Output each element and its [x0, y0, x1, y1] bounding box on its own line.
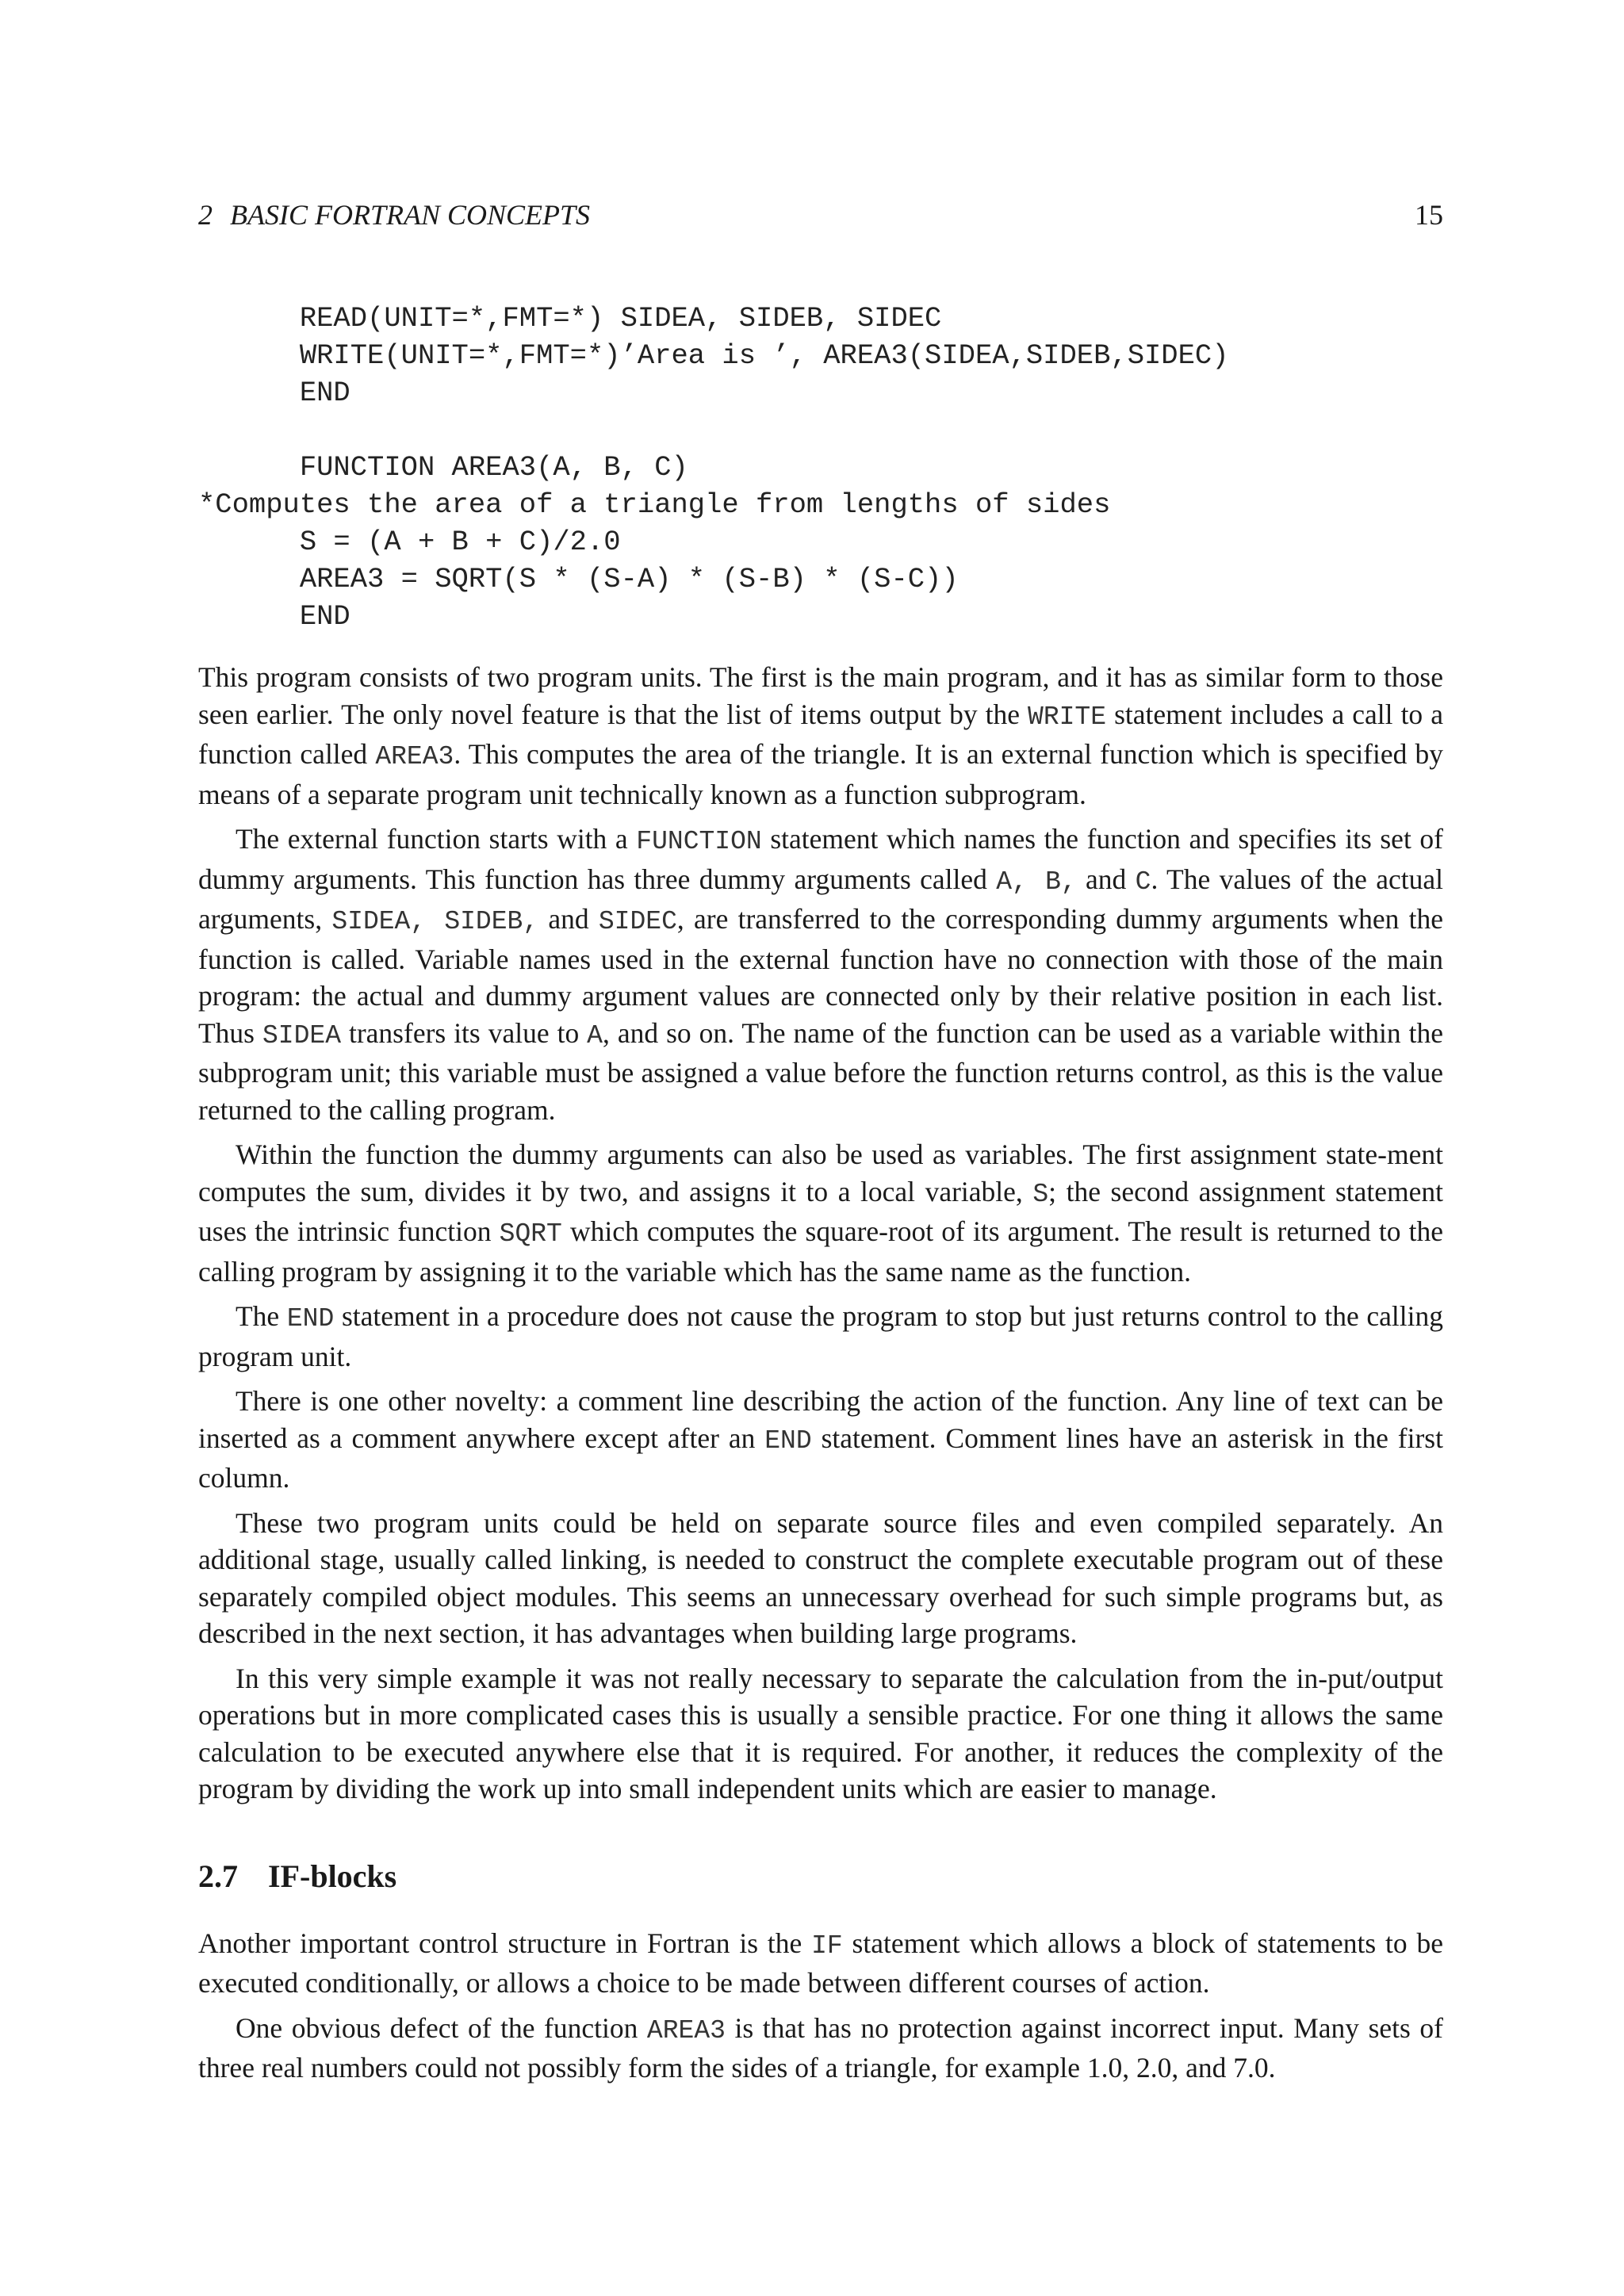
inline-code: C [1135, 867, 1151, 897]
text-run: Another important control structure in Fortran is the [198, 1927, 812, 1959]
section-heading [198, 1857, 1443, 1896]
paragraph [198, 821, 1443, 1128]
inline-code: END [286, 1304, 335, 1334]
code-line: FUNCTION AREA3(A, B, C) [198, 451, 688, 484]
code-comment-line: *Computes the area of a triangle from lengths of sides [198, 488, 1111, 521]
code-line: WRITE(UNIT=*,FMT=*)’Area is ’, AREA3(SIDEA,SIDEB,SIDEC) [198, 339, 1229, 372]
text-run: , are transferred to the corresponding dummy arguments when the function is called. Variable names used in the external function have no connection with those of the main program: the actual and dummy argument values are connected only by their relative position in each list. Thus [198, 903, 1443, 1049]
text-run: statement includes a call to a function called [198, 698, 1443, 770]
inline-code: AREA3 [646, 2015, 726, 2045]
text-run: . This computes the area of the triangle. It is an external function which is specified by means of a separate program unit technically known as a function subprogram. [198, 738, 1443, 810]
inline-code: SIDEA [262, 1020, 342, 1050]
text-run: statement which names the function and specifies its set of dummy arguments. This function has three dummy arguments called [198, 823, 1443, 895]
text-run: In this very simple example it was not really necessary to separate the calculation from the in-put/output operations but in more complicated cases this is usually a sensible practice. For one thing it allows the same calculation to be executed anywhere else that it is required. For another, it reduces the complexity of the program by dividing the work up into small independent units which are easier to manage. [198, 1662, 1443, 1804]
page-number: 15 [1415, 199, 1443, 231]
paragraph [198, 1505, 1443, 1652]
inline-code: AREA3 [375, 742, 454, 771]
code-line: S = (A + B + C)/2.0 [198, 526, 621, 558]
inline-code: A [587, 1020, 603, 1050]
inline-code: SIDEC [598, 907, 677, 936]
header-section-title: BASIC FORTRAN CONCEPTS [230, 199, 591, 231]
inline-code: WRITE [1028, 702, 1107, 732]
text-run: This program consists of two program units. The first is the main program, and it has as similar form to those seen earlier. The only novel feature is that the list of items output by the [198, 661, 1443, 730]
header-section-number: 2 [198, 199, 213, 231]
text-run: is that has no protection against incorrect input. Many sets of three real numbers could not possibly form the sides of a triangle, for example 1.0, 2.0, and 7.0. [198, 2011, 1443, 2084]
section-paragraphs [198, 1925, 1443, 2087]
paragraph [198, 1660, 1443, 1808]
text-run: and [538, 903, 599, 935]
inline-code: IF [811, 1931, 843, 1961]
text-run: There is one other novelty: a comment line describing the action of the function. Any line of text can be inserted as a comment anywhere except after an [198, 1385, 1443, 1454]
text-run: The [236, 1300, 287, 1332]
paragraph [198, 1136, 1443, 1290]
text-run: These two program units could be held on separate source files and even compiled separately. An additional stage, usually called linking, is needed to construct the complete executable program out of these separately compiled object modules. This seems an unnecessary overhead for such simple programs but, as described in the next section, it has advantages when building large programs. [198, 1506, 1443, 1649]
running-header [198, 198, 1443, 246]
text-run: ; the second assignment statement uses the intrinsic function [198, 1175, 1443, 1247]
inline-code: S [1032, 1179, 1049, 1209]
code-line: AREA3 = SQRT(S * (S-A) * (S-B) * (S-C)) [198, 563, 959, 595]
inline-code: SIDEA, SIDEB, [331, 907, 539, 936]
running-header-title [198, 198, 590, 232]
text-run: statement which allows a block of statements to be executed conditionally, or allows a choice to be made between different courses of action. [198, 1927, 1444, 1999]
paragraph [198, 1383, 1443, 1497]
section-number: 2.7 [198, 1858, 238, 1894]
text-run: transfers its value to [341, 1016, 588, 1049]
text-run: One obvious defect of the function [236, 2011, 647, 2044]
text-run: statement in a procedure does not cause the program to stop but just returns control to the calling program unit. [198, 1300, 1443, 1372]
paragraph [198, 2010, 1443, 2087]
code-line: END [198, 600, 350, 633]
paragraph [198, 659, 1443, 813]
code-listing [198, 300, 1443, 635]
inline-code: A, B, [996, 867, 1077, 897]
code-line [198, 411, 1443, 449]
paragraph [198, 1298, 1443, 1375]
paragraph [198, 1925, 1443, 2002]
text-run: Within the function the dummy arguments can also be used as variables. The first assignment state-ment computes the sum, divides it by two, and assigns it to a local variable, [198, 1138, 1443, 1207]
text-run: which computes the square-root of its argument. The result is returned to the calling program by assigning it to the variable which has the same name as the function. [198, 1215, 1443, 1288]
text-run: statement. Comment lines have an asterisk in the first column. [198, 1422, 1443, 1494]
page-content [198, 300, 1443, 2087]
code-line: END [198, 377, 350, 409]
section-title: IF-blocks [268, 1858, 397, 1894]
inline-code: SQRT [499, 1219, 562, 1249]
inline-code: FUNCTION [636, 827, 762, 856]
text-run: The external function starts with a [236, 823, 637, 855]
text-run: , and so on. The name of the function can be used as a variable within the subprogram unit; this variable must be assigned a value before the function returns control, as this is the value returned to the calling program. [198, 1016, 1443, 1126]
body-paragraphs [198, 659, 1443, 1808]
text-run: . The values of the actual arguments, [198, 863, 1443, 935]
text-run: and [1076, 863, 1136, 895]
code-line: READ(UNIT=*,FMT=*) SIDEA, SIDEB, SIDEC [198, 302, 942, 335]
inline-code: END [764, 1425, 812, 1456]
